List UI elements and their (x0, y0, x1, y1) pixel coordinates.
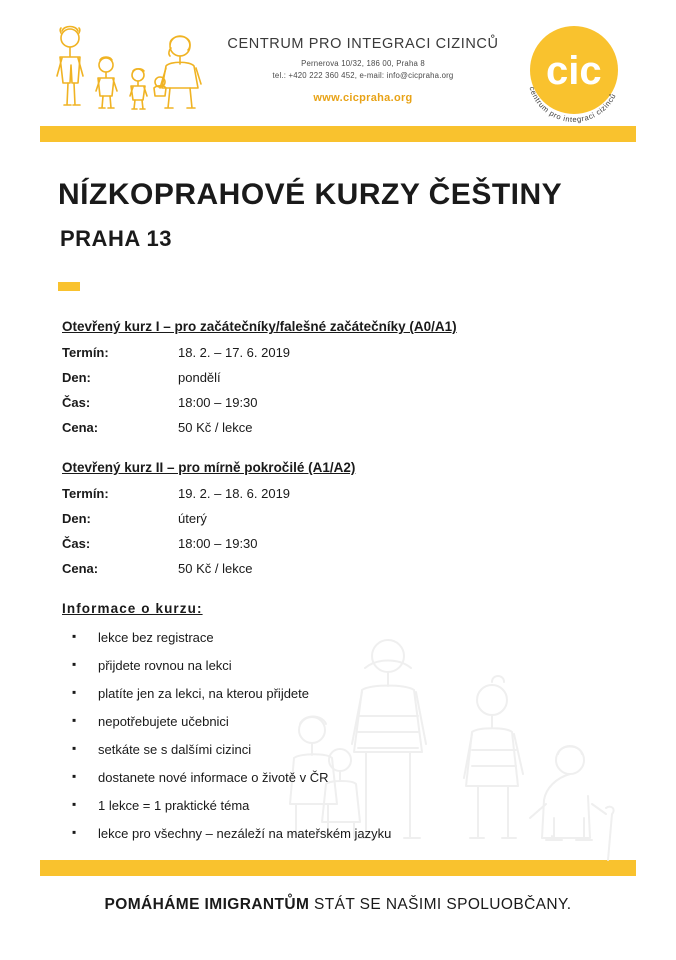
detail-value: 50 Kč / lekce (178, 561, 253, 576)
course-1-row-den (62, 371, 636, 384)
list-item: ▪ platíte jen za lekci, na kterou přijdete (62, 686, 636, 701)
detail-value: pondělí (178, 370, 221, 385)
course-1-row-cena (62, 421, 636, 434)
detail-label: Termín: (62, 486, 109, 501)
svg-text:centrum pro integraci cizinců: centrum pro integraci cizinců (527, 85, 618, 125)
organization-info (210, 14, 516, 104)
page-subtitle: PRAHA 13 (60, 226, 172, 251)
detail-value: 18:00 – 19:30 (178, 536, 258, 551)
detail-label: Čas: (62, 536, 91, 551)
svg-text:cic: cic (546, 49, 602, 93)
course-block-1 (62, 319, 636, 434)
detail-label: Den: (62, 370, 91, 385)
course-1-heading: Otevřený kurz I – pro začátečníky/falešné začátečníky (A0/A1) (62, 319, 457, 334)
list-item: ▪ dostanete nové informace o životě v ČR (62, 770, 636, 785)
detail-value: 50 Kč / lekce (178, 420, 253, 435)
course-1-row-termin (62, 346, 636, 359)
detail-value: 18. 2. – 17. 6. 2019 (178, 345, 291, 360)
course-2-row-termin (62, 487, 636, 500)
footer-slogan (0, 896, 676, 914)
list-item: ▪ nepotřebujete učebnici (62, 714, 636, 729)
organization-website-link[interactable]: www.cicpraha.org (313, 92, 413, 104)
detail-value: úterý (178, 511, 207, 526)
course-info-block (62, 601, 636, 841)
page-header (0, 0, 676, 125)
cic-circle-logo-icon (516, 14, 636, 133)
detail-label: Čas: (62, 395, 91, 410)
list-item: ▪ přijdete rovnou na lekci (62, 658, 636, 673)
course-2-row-cas (62, 537, 636, 550)
list-item: ▪ lekce pro všechny – nezáleží na mateřském jazyku (62, 826, 636, 841)
content-section (0, 291, 676, 841)
page-footer (0, 860, 676, 960)
family-people-illustration-icon (40, 14, 210, 125)
detail-label: Cena: (62, 420, 99, 435)
detail-label: Cena: (62, 561, 99, 576)
info-list (62, 630, 636, 841)
course-block-2 (62, 460, 636, 575)
course-2-heading: Otevřený kurz II – pro mírně pokročilé (A1/A2) (62, 460, 356, 475)
list-item: ▪ 1 lekce = 1 praktické téma (62, 798, 636, 813)
organization-name: CENTRUM PRO INTEGRACI CIZINCŮ (227, 36, 499, 52)
list-item: ▪ lekce bez registrace (62, 630, 636, 645)
list-item: ▪ setkáte se s dalšími cizinci (62, 742, 636, 757)
detail-value: 19. 2. – 18. 6. 2019 (178, 486, 291, 501)
footer-slogan-light: STÁT SE NAŠIMI SPOLUOBČANY. (314, 896, 572, 913)
title-divider (58, 282, 80, 291)
footer-slogan-strong: POMÁHÁME IMIGRANTŮM (104, 896, 310, 913)
footer-accent-bar (40, 860, 636, 876)
organization-contact: tel.: +420 222 360 452, e-mail: info@cicpraha.org (272, 71, 454, 80)
title-section (0, 142, 676, 291)
detail-label: Den: (62, 511, 91, 526)
course-2-row-cena (62, 562, 636, 575)
info-heading: Informace o kurzu: (62, 601, 203, 616)
page-title: NÍZKOPRAHOVÉ KURZY ČEŠTINY (58, 178, 563, 211)
course-1-row-cas (62, 396, 636, 409)
organization-address: Pernerova 10/32, 186 00, Praha 8 (301, 59, 425, 68)
course-2-row-den (62, 512, 636, 525)
detail-label: Termín: (62, 345, 109, 360)
detail-value: 18:00 – 19:30 (178, 395, 258, 410)
